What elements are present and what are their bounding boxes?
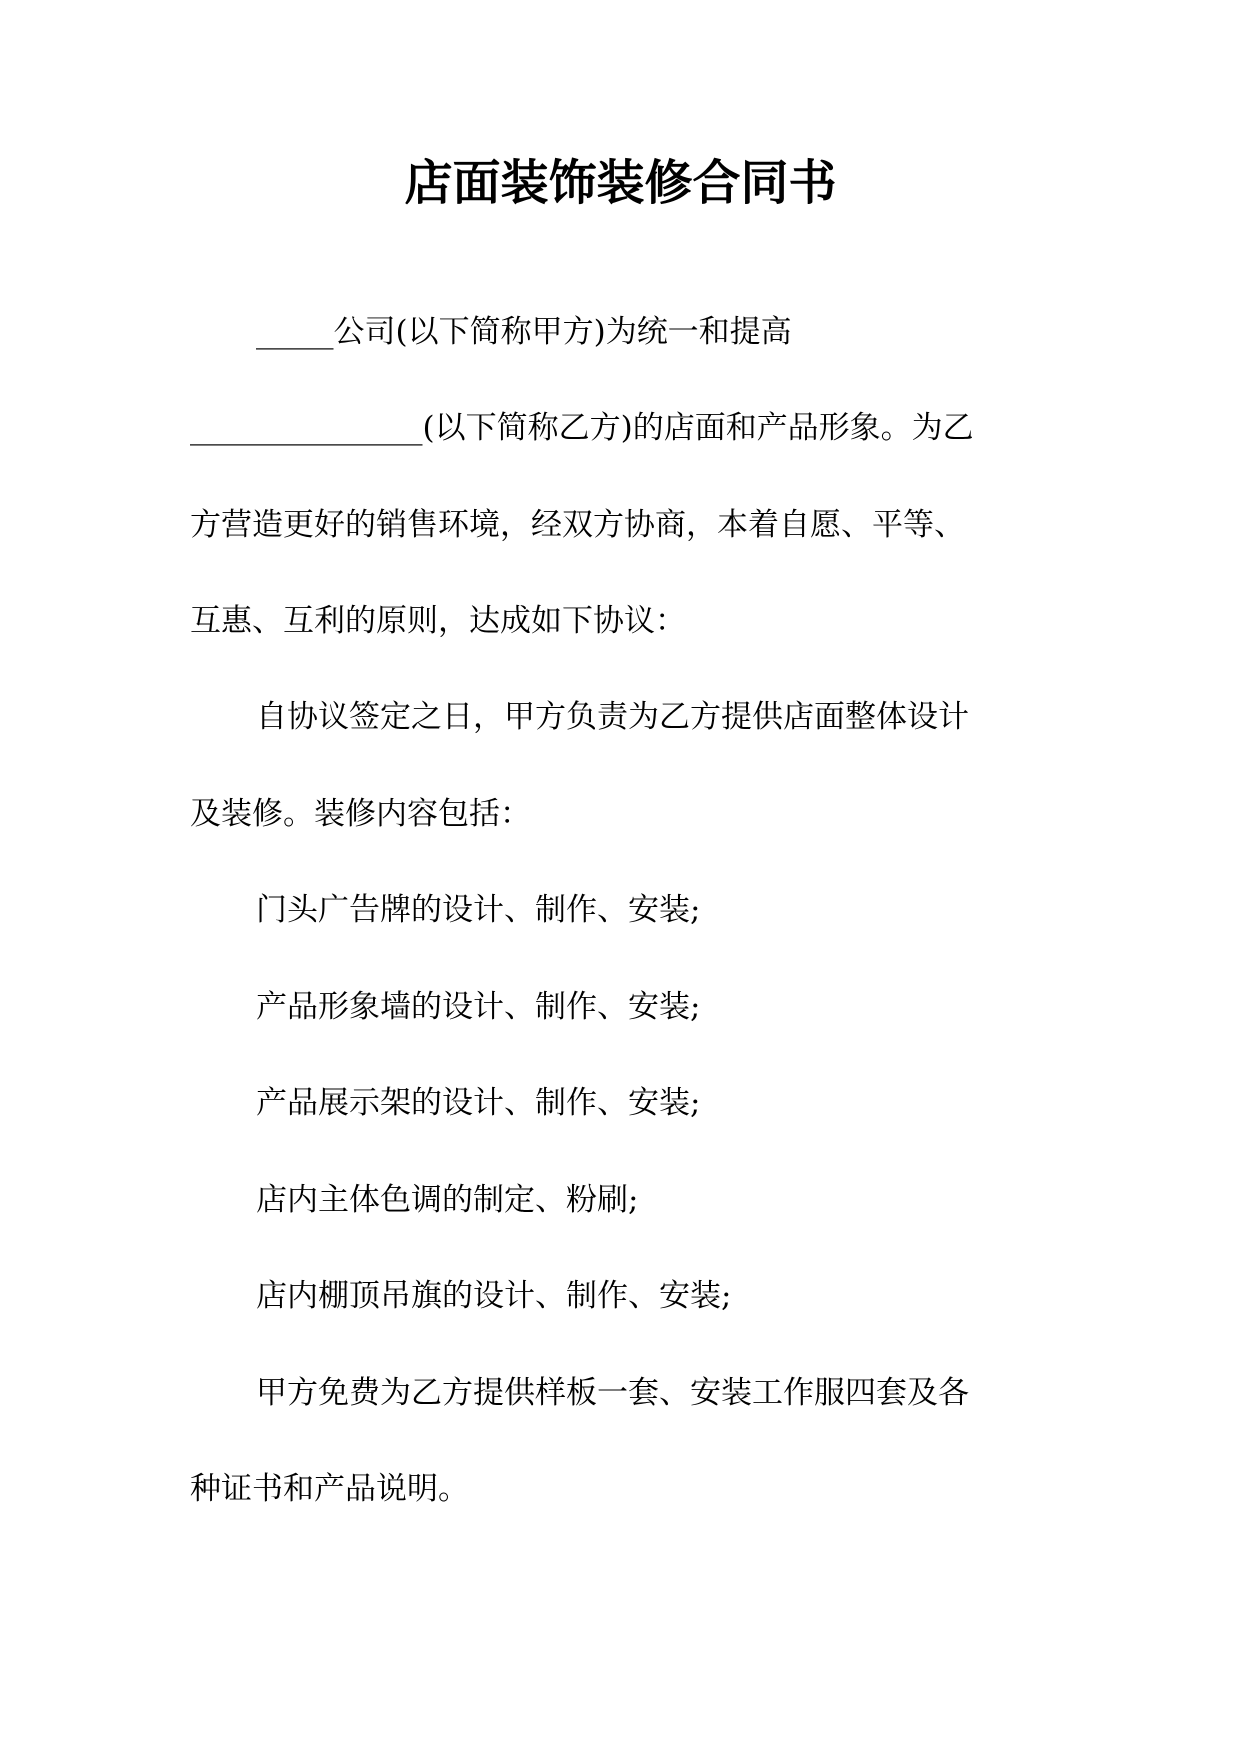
list-item-color-tone: 店内主体色调的制定、粉刷; [256,1182,639,1218]
list-item-signboard: 门头广告牌的设计、制作、安装; [256,892,701,928]
paragraph-line-12: 甲方免费为乙方提供样板一套、安装工作服四套及各 [256,1375,969,1411]
document-title: 店面装饰装修合同书 [404,155,837,211]
list-item-image-wall: 产品形象墙的设计、制作、安装; [256,989,701,1025]
paragraph-line-1: _____公司(以下简称甲方)为统一和提高 [256,314,792,350]
paragraph-line-4: 互惠、互利的原则，达成如下协议： [190,603,686,639]
paragraph-line-3: 方营造更好的销售环境，经双方协商，本着自愿、平等、 [190,507,965,543]
paragraph-line-2: _______________(以下简称乙方)的店面和产品形象。为乙 [190,410,974,446]
list-item-display-rack: 产品展示架的设计、制作、安装; [256,1085,701,1121]
list-item-ceiling-flags: 店内棚顶吊旗的设计、制作、安装; [256,1278,732,1314]
paragraph-line-5: 自协议签定之日，甲方负责为乙方提供店面整体设计 [256,699,969,735]
paragraph-line-13: 种证书和产品说明。 [190,1471,469,1507]
paragraph-line-6: 及装修。装修内容包括： [190,796,531,832]
